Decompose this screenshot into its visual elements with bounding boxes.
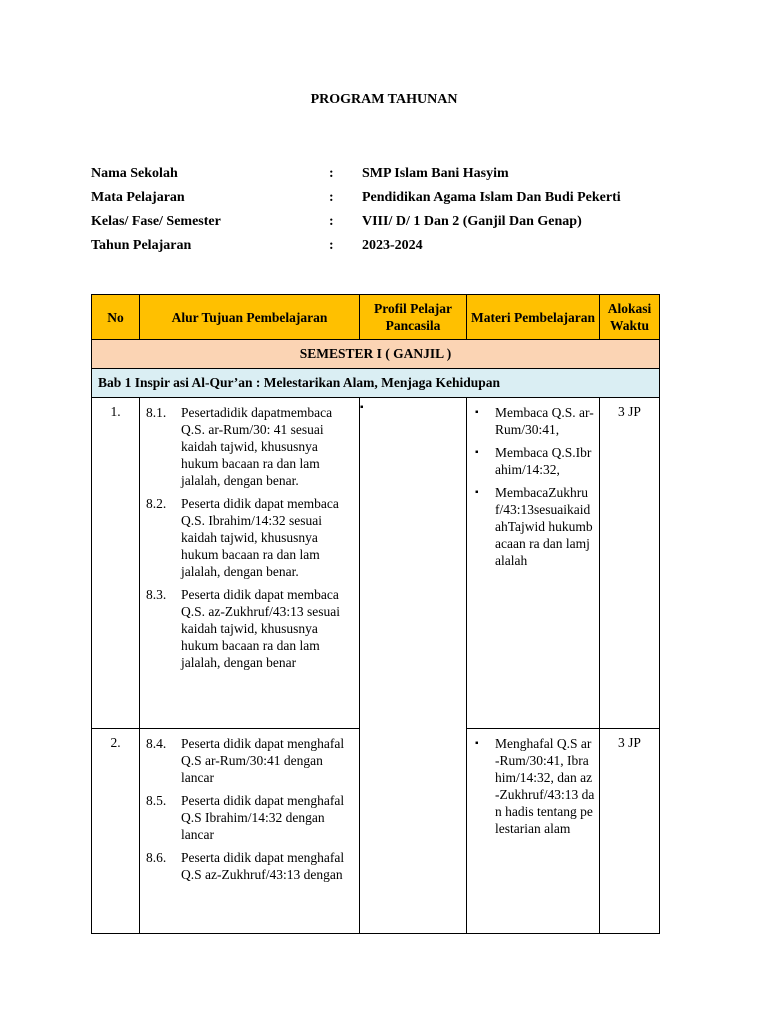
- materi-cell: [467, 398, 600, 729]
- identity-block: [91, 166, 691, 262]
- row-number: 2.: [92, 729, 140, 934]
- objective-number: 8.6.: [146, 850, 167, 865]
- info-label: Kelas/ Fase/ Semester: [91, 214, 221, 229]
- info-label: Mata Pelajaran: [91, 190, 185, 205]
- objective-item: [146, 495, 353, 580]
- semester-label: SEMESTER I ( GANJIL ): [92, 340, 660, 369]
- objective-item: [146, 586, 353, 671]
- info-colon: :: [329, 166, 334, 181]
- bullet-icon: ▪: [475, 407, 479, 418]
- objective-text: Peserta didik dapat membaca Q.S. Ibrahim/14:32 sesuai kaidah tajwid, khususnya hukum bacaan ra dan lam jalalah, dengan benar.: [181, 496, 339, 579]
- materi-item: [475, 444, 595, 478]
- info-label: Tahun Pelajaran: [91, 238, 192, 253]
- objective-number: 8.4.: [146, 736, 167, 751]
- materi-text: Menghafal Q.S ar-Rum/30:41, Ibrahim/14:32, dan az-Zukhruf/43:13 dan hadis tentang pelestarian alam: [495, 736, 595, 836]
- program-table: [91, 294, 660, 934]
- header-profil: Profil Pelajar Pancasila: [360, 295, 467, 340]
- materi-cell: [467, 729, 600, 934]
- materi-text: Membaca Q.S.Ibrahim/14:32,: [495, 445, 592, 477]
- row-number: 1.: [92, 398, 140, 729]
- table-header-row: [92, 295, 660, 340]
- objectives-cell: [140, 729, 360, 934]
- objective-text: Peserta didik dapat membaca Q.S. az-Zukhruf/43:13 sesuai kaidah tajwid, khususnya hukum bacaan ra dan lam jalalah, dengan benar: [181, 587, 340, 670]
- header-atp: Alur Tujuan Pembelajaran: [140, 295, 360, 340]
- time-allocation: 3 JP: [600, 398, 660, 729]
- header-no: No: [92, 295, 140, 340]
- objective-text: Peserta didik dapat menghafal Q.S Ibrahim/14:32 dengan lancar: [181, 793, 345, 842]
- chapter-row: [92, 369, 660, 398]
- objective-number: 8.3.: [146, 587, 167, 602]
- semester-row: [92, 340, 660, 369]
- header-alokasi: Alokasi Waktu: [600, 295, 660, 340]
- objective-number: 8.2.: [146, 496, 167, 511]
- bullet-icon: ▪: [475, 738, 479, 749]
- info-row-year: [91, 238, 691, 262]
- objectives-cell: [140, 398, 360, 729]
- materi-item: [475, 484, 595, 569]
- objective-item: [146, 404, 353, 489]
- info-value: SMP Islam Bani Hasyim: [362, 166, 509, 181]
- info-label: Nama Sekolah: [91, 166, 178, 181]
- info-row-subject: [91, 190, 691, 214]
- header-materi: Materi Pembelajaran: [467, 295, 600, 340]
- info-row-school: [91, 166, 691, 190]
- objective-text: Peserta didik dapat menghafal Q.S az-Zukhruf/43:13 dengan: [181, 850, 345, 882]
- materi-item: [475, 735, 595, 837]
- objective-item: [146, 792, 353, 843]
- bullet-icon: ▪: [475, 447, 479, 458]
- materi-item: [475, 404, 595, 438]
- objective-item: [146, 849, 353, 883]
- objective-text: Pesertadidik dapatmembaca Q.S. ar-Rum/30: 41 sesuai kaidah tajwid, khususnya hukum bacaan ra dan lam jalalah, dengan benar.: [181, 405, 333, 488]
- info-row-class: [91, 214, 691, 238]
- info-value: 2023-2024: [362, 238, 423, 253]
- table-row: [92, 398, 660, 729]
- document-title: PROGRAM TAHUNAN: [310, 92, 458, 107]
- bullet-icon: ▪: [475, 487, 479, 498]
- profil-cell: [360, 398, 467, 934]
- info-colon: :: [329, 190, 334, 205]
- objective-text: Peserta didik dapat menghafal Q.S ar-Rum/30:41 dengan lancar: [181, 736, 345, 785]
- info-colon: :: [329, 214, 334, 229]
- objective-number: 8.1.: [146, 405, 167, 420]
- materi-text: MembacaZukhruf/43:13sesuaikaidahTajwid hukumbacaan ra dan lamjalalah: [495, 485, 593, 568]
- bullet-icon: ▪: [360, 402, 364, 413]
- info-colon: :: [329, 238, 334, 253]
- objective-number: 8.5.: [146, 793, 167, 808]
- objective-item: [146, 735, 353, 786]
- chapter-label: Bab 1 Inspir asi Al-Qur’an : Melestarikan Alam, Menjaga Kehidupan: [92, 369, 660, 398]
- info-value: Pendidikan Agama Islam Dan Budi Pekerti: [362, 190, 621, 205]
- materi-text: Membaca Q.S. ar-Rum/30:41,: [495, 405, 594, 437]
- time-allocation: 3 JP: [600, 729, 660, 934]
- info-value: VIII/ D/ 1 Dan 2 (Ganjil Dan Genap): [362, 214, 582, 229]
